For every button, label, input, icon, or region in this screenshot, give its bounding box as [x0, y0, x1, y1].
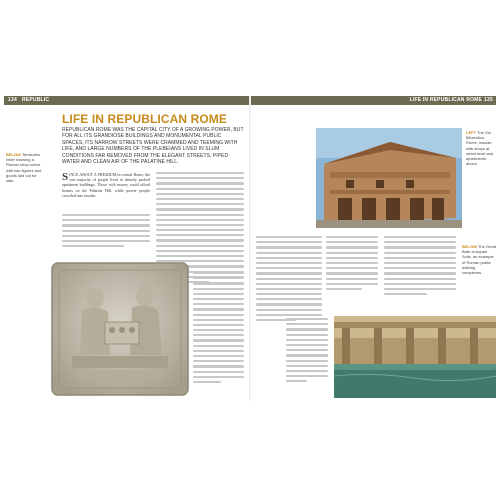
- caption-text: Terracotta relief showing a Roman shop scene with two figures and goods laid out for sale.: [6, 152, 42, 184]
- body-column-1-lines: [62, 214, 150, 250]
- caption-label: BELOW: [6, 152, 21, 157]
- article-title: LIFE IN REPUBLICAN ROME: [62, 112, 227, 126]
- right-page-number: 135: [484, 97, 493, 103]
- left-page-number: 134: [8, 97, 17, 103]
- right-body-column-3-lines: [286, 318, 328, 385]
- caption-label: BELOW: [462, 244, 477, 249]
- caption-below-right: [462, 244, 496, 275]
- caption-text: The Great Bath at Aquae Sulis, an example of Roman public bathing complexes.: [462, 244, 496, 276]
- caption-text: The Via Biberatica, Rome; insulae with shops at street level and apartments above.: [466, 130, 494, 167]
- body-column-1: [62, 172, 150, 198]
- page-gutter: [249, 96, 251, 401]
- roman-insula-image: [316, 128, 462, 228]
- left-section-title: REPUBLIC: [22, 97, 50, 103]
- body-intro: INCE ABOUT A PREMIUM in central Rome, the vast majority of people lived in densely packed apartment buildings. Those with money could afford houses on the Palatine Hill, while poorer people crowded into insulae.: [62, 172, 150, 198]
- drop-cap: S: [62, 171, 69, 183]
- right-body-column-4-lines: [384, 236, 456, 298]
- article-standfirst: REPUBLICAN ROME WAS THE CAPITAL CITY OF A GROWING POWER, BUT FOR ALL ITS GRANDIOSE BUILDINGS AND MONUMENTAL PUBLIC SPACES, ITS NARROW STREETS WERE CRAMMED AND TEEMING WITH LIFE, AND LARGE NUMBERS OF THE PLEBEIANS LIVED IN SLUM CONDITIONS FAR REMOVED FROM THE ELEGANT STREETS, PIPED WATER AND CLEAN AIR OF THE PALATINE HILL.: [62, 127, 244, 166]
- left-page-header: [4, 96, 249, 105]
- caption-label: LEFT: [466, 130, 476, 135]
- right-body-column-1-lines: [256, 236, 322, 324]
- roman-bath-image: [334, 316, 496, 398]
- caption-left: [466, 130, 496, 166]
- caption-below: [6, 152, 46, 183]
- right-body-column-2-lines: [326, 236, 378, 293]
- right-section-title: LIFE IN REPUBLICAN ROME: [409, 97, 482, 103]
- terracotta-relief-image: [50, 260, 190, 398]
- right-page-header: [251, 96, 496, 105]
- body-column-2b-lines: [193, 272, 244, 386]
